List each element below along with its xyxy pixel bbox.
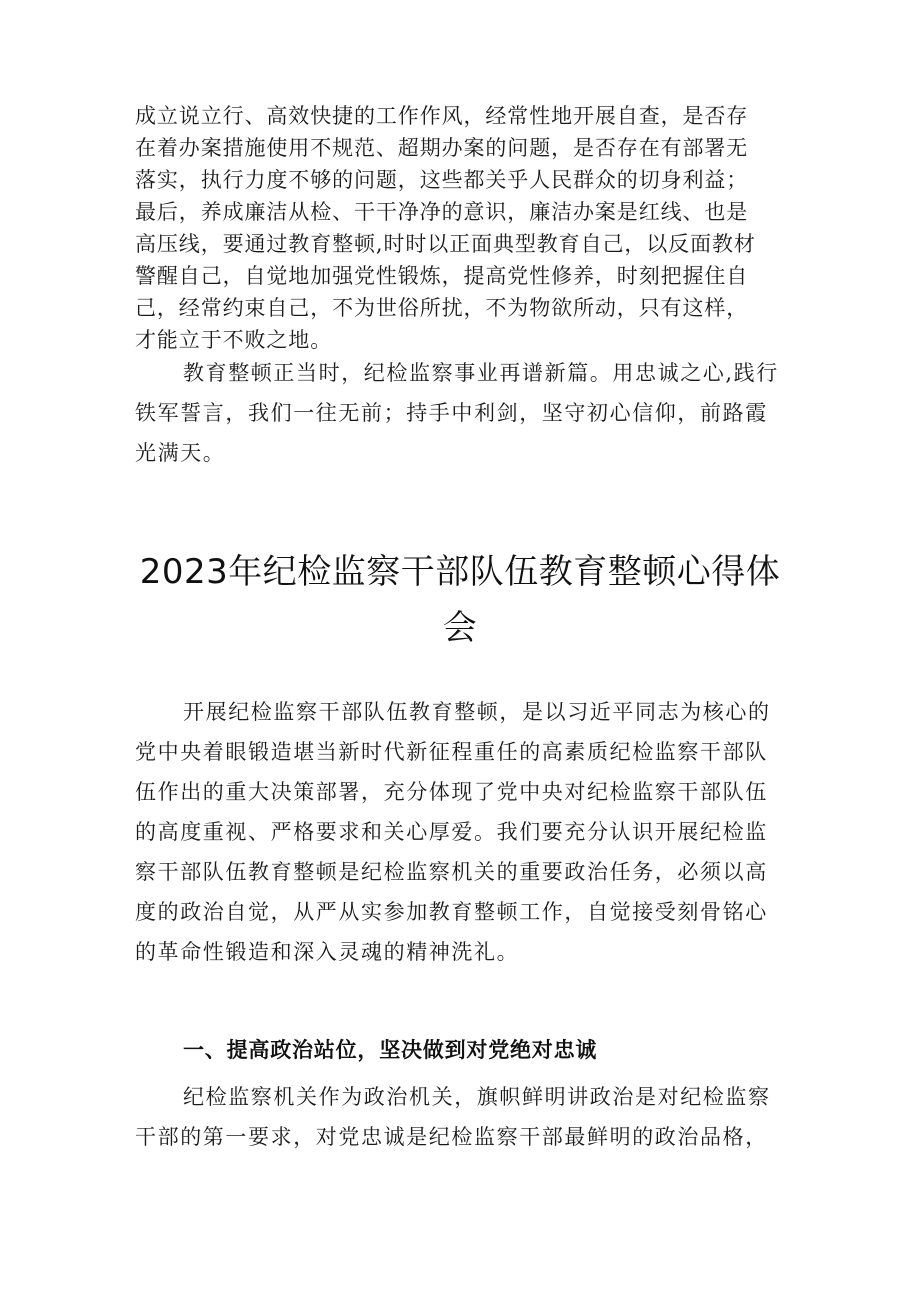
paragraph-line: 党中央着眼锻造堪当新时代新征程重任的高素质纪检监察干部队 (135, 740, 768, 764)
section-heading: 一、提高政治站位，坚决做到对党绝对忠诚 (183, 1038, 598, 1062)
paragraph-line: 警醒自己，自觉地加强党性锻炼，提高党性修养，时刻把握住自 (135, 264, 749, 288)
paragraph-line: 教育整顿正当时，纪检监察事业再谱新篇。用忠诚之心,践行 (183, 361, 779, 385)
article-title (100, 544, 820, 656)
paragraph-line: 的革命性锻造和深入灵魂的精神洗礼。 (135, 940, 520, 964)
paragraph-line: 最后，养成廉洁从检、干干净净的意识，廉洁办案是红线、也是 (135, 200, 749, 224)
closing-paragraph (135, 353, 790, 473)
paragraph-line: 光满天。 (135, 441, 226, 465)
paragraph-line: 落实，执行力度不够的问题，这些都关乎人民群众的切身利益； (135, 168, 749, 192)
paragraph-line: 高压线，要通过教育整顿,时时以正面典型教育自己，以反面教材 (135, 232, 756, 256)
paragraph-line: 伍作出的重大决策部署，充分体现了党中央对纪检监察干部队伍 (135, 780, 768, 804)
section-paragraph (135, 1077, 790, 1157)
intro-paragraph (135, 692, 790, 972)
paragraph-line: 的高度重视、严格要求和关心厚爱。我们要充分认识开展纪检监 (135, 820, 768, 844)
paragraph-line: 铁军誓言，我们一往无前；持手中利剑，坚守初心信仰，前路霞 (135, 401, 768, 425)
paragraph-line: 才能立于不败之地。 (135, 328, 333, 352)
paragraph-line: 干部的第一要求，对党忠诚是纪检监察干部最鲜明的政治品格， (135, 1125, 768, 1149)
article-title-line: 会 (442, 608, 478, 648)
paragraph-line: 己，经常约束自己，不为世俗所扰，不为物欲所动，只有这样， (135, 296, 749, 320)
paragraph-line: 度的政治自觉，从严从实参加教育整顿工作，自觉接受刻骨铭心 (135, 900, 768, 924)
paragraph-line: 成立说立行、高效快捷的工作作风，经常性地开展自查，是否存 (135, 104, 749, 128)
paragraph-line: 在着办案措施使用不规范、超期办案的问题，是否存在有部署无 (135, 136, 749, 160)
top-paragraph (135, 100, 790, 356)
paragraph-line: 纪检监察机关作为政治机关，旗帜鲜明讲政治是对纪检监察 (183, 1085, 771, 1109)
paragraph-line: 察干部队伍教育整顿是纪检监察机关的重要政治任务，必须以高 (135, 860, 768, 884)
article-title-line: 2023年纪检监察干部队伍教育整顿心得体 (139, 552, 781, 592)
paragraph-line: 开展纪检监察干部队伍教育整顿，是以习近平同志为核心的 (183, 700, 771, 724)
